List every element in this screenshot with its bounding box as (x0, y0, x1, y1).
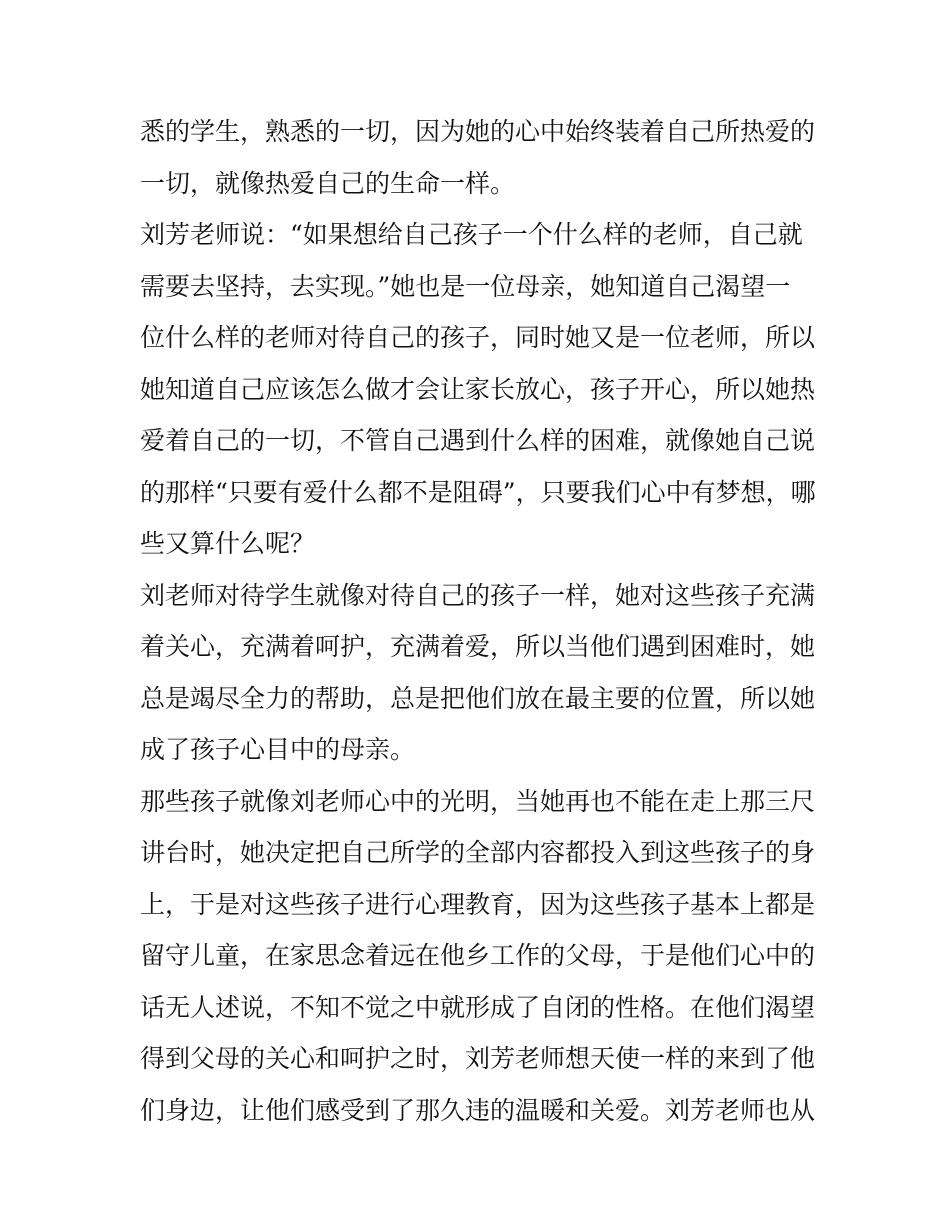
text-line: 刘芳老师说：“如果想给自己孩子一个什么样的老师，自己就 (140, 220, 803, 249)
text-line: 那些孩子就像刘老师心中的光明，当她再也不能在走上那三尺 (140, 786, 816, 816)
body-text (140, 106, 820, 1136)
text-line: 悉的学生，熟悉的一切，因为她的心中始终装着自己所热爱的 (140, 117, 816, 146)
text-line: 着关心，充满着呵护，充满着爱，所以当他们遇到困难时，她 (140, 632, 816, 661)
text-line: 需要去坚持，去实现。”她也是一位母亲，她知道自己渴望一 (140, 271, 791, 301)
text-line: 讲台时，她决定把自己所学的全部内容都投入到这些孩子的身 (140, 838, 816, 867)
text-line: 爱着自己的一切，不管自己遇到什么样的困难，就像她自己说 (140, 426, 816, 455)
text-line: 她知道自己应该怎么做才会让家长放心，孩子开心，所以她热 (140, 374, 816, 404)
text-line: 位什么样的老师对待自己的孩子，同时她又是一位老师，所以 (140, 323, 816, 352)
text-line: 成了孩子心目中的母亲。 (140, 735, 416, 764)
text-line: 些又算什么呢？ (140, 529, 316, 558)
text-line: 上，于是对这些孩子进行心理教育，因为这些孩子基本上都是 (140, 889, 816, 919)
text-line: 得到父母的关心和呵护之时，刘芳老师想天使一样的来到了他 (140, 1044, 816, 1073)
text-line: 刘老师对待学生就像对待自己的孩子一样，她对这些孩子充满 (140, 580, 816, 610)
text-line: 一切，就像热爱自己的生命一样。 (140, 168, 516, 198)
text-line: 话无人述说，不知不觉之中就形成了自闭的性格。在他们渴望 (140, 992, 816, 1022)
text-line: 留守儿童，在家思念着远在他乡工作的父母，于是他们心中的 (140, 941, 816, 970)
text-line: 总是竭尽全力的帮助，总是把他们放在最主要的位置，所以她 (140, 683, 816, 713)
text-line: 的那样“只要有爱什么都不是阻碍”，只要我们心中有梦想，哪 (140, 477, 816, 507)
text-line: 们身边，让他们感受到了那久违的温暖和关爱。刘芳老师也从 (140, 1095, 816, 1125)
